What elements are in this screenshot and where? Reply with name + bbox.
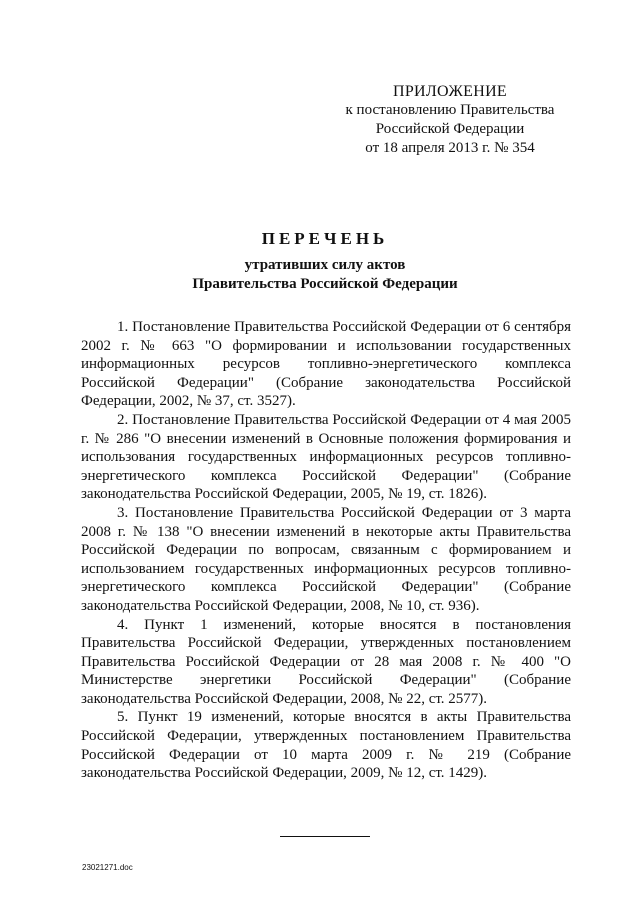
separator-line <box>280 836 370 837</box>
list-item-1: 1. Постановление Правительства Российской Федерации от 6 сентября 2002 г. № 663 "О формировании и использовании государственных информационных ресурсов топливно-энергетического комплекса Российской Федерации" (Собрание законодательства Российской Федерации, 2002, № 37, ст. 3527). <box>81 319 571 410</box>
appendix-line-3: от 18 апреля 2013 г. № 354 <box>365 140 535 156</box>
appendix-heading: ПРИЛОЖЕНИЕ <box>392 83 507 100</box>
list-item-5: 5. Пункт 19 изменений, которые вносятся в акты Правительства Российской Федерации, утвержденных постановлением Правительства Российской Федерации от 10 марта 2009 г. № 219 (Собрание законодательства Российской Федерации, 2009, № 12, ст. 1429). <box>81 709 571 782</box>
appendix-line-2: Российской Федерации <box>375 121 525 137</box>
document-title: ПЕРЕЧЕНЬ <box>261 229 389 248</box>
list-item-4: 4. Пункт 1 изменений, которые вносятся в постановления Правительства Российской Федерации, утвержденных постановлением Правительства Российской Федерации от 28 мая 2008 г. № 400 "О Министерстве энергетики Российской Федерации" (Собрание законодательства Российской Федерации, 2008, № 22, ст. 2577). <box>81 616 571 707</box>
list-item-2: 2. Постановление Правительства Российской Федерации от 4 мая 2005 г. № 286 "О внесении изменений в Основные положения формирования и использования государственных информационных ресурсов топливно-энергетического комплекса Российской Федерации" (Собрание законодательства Российской Федерации, 2005, № 19, ст. 1826). <box>81 411 571 503</box>
document-subtitle-line-1: утративших силу актов <box>244 257 406 273</box>
appendix-line-1: к постановлению Правительства <box>345 102 555 118</box>
acts-list <box>81 318 571 783</box>
appendix-header <box>345 82 555 158</box>
list-item-3: 3. Постановление Правительства Российской Федерации от 3 марта 2008 г. № 138 "О внесении изменений в некоторые акты Правительства Российской Федерации по вопросам, связанным с формированием и использованием государственных информационных ресурсов топливно-энергетического комплекса Российской Федерации" (Собрание законодательства Российской Федерации, 2008, № 10, ст. 936). <box>81 504 571 614</box>
file-name-footer: 23021271.doc <box>82 863 133 872</box>
title-block <box>80 228 570 294</box>
document-subtitle-line-2: Правительства Российской Федерации <box>192 276 458 292</box>
